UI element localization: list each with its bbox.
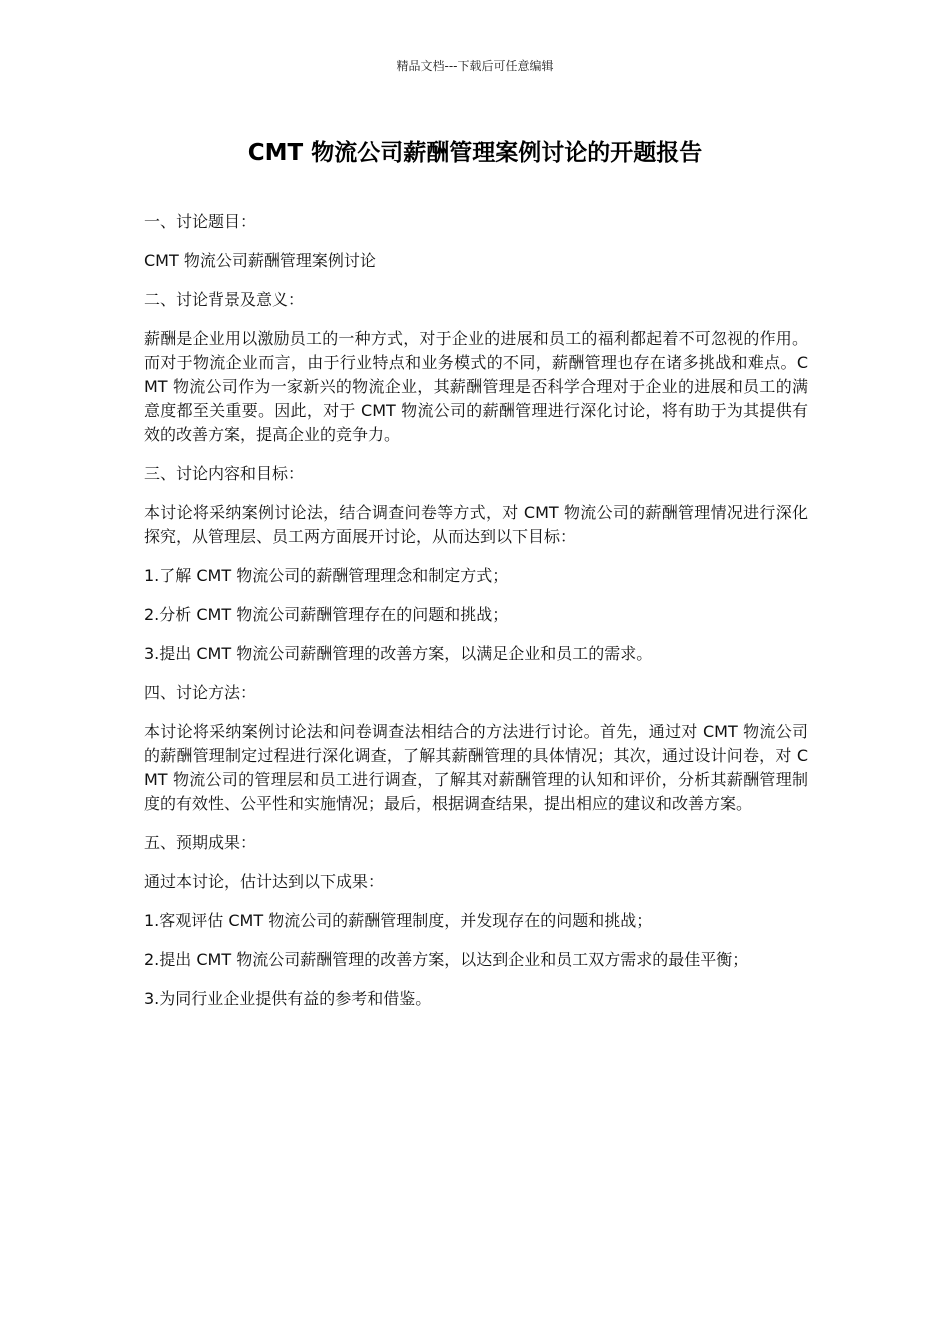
running-header: 精品文档---下载后可任意编辑 (396, 59, 554, 73)
content-goals-paragraph: 本讨论将采纳案例讨论法，结合调查问卷等方式，对 CMT 物流公司的薪酬管理情况进行深化探究，从管理层、员工两方面展开讨论，从而达到以下目标： (144, 503, 808, 546)
result-item-1: 1.客观评估 CMT 物流公司的薪酬管理制度，并发现存在的问题和挑战； (144, 911, 653, 930)
goal-item-1: 1.了解 CMT 物流公司的薪酬管理理念和制定方式； (144, 566, 509, 585)
section-heading-content-goals: 三、讨论内容和目标： (144, 464, 305, 483)
result-item-3: 3.为同行业企业提供有益的参考和借鉴。 (144, 989, 432, 1008)
background-paragraph: 薪酬是企业用以激励员工的一种方式，对于企业的进展和员工的福利都起着不可忽视的作用。而对于物流企业而言，由于行业特点和业务模式的不同，薪酬管理也存在诸多挑战和难点。CMT 物流公司作为一家新兴的物流企业，其薪酬管理是否科学合理对于企业的进展和员工的满意度都至关重要。因此，对于 CMT 物流公司的薪酬管理进行深化讨论，将有助于为其提供有效的改善方案，提高企业的竞争力。 (144, 329, 808, 444)
section-heading-method: 四、讨论方法： (144, 683, 257, 702)
document-body (144, 210, 808, 1026)
method-paragraph: 本讨论将采纳案例讨论法和问卷调查法相结合的方法进行讨论。首先，通过对 CMT 物流公司的薪酬管理制定过程进行深化调查，了解其薪酬管理的具体情况；其次，通过设计问卷，对 CMT 物流公司的管理层和员工进行调查，了解其对薪酬管理的认知和评价，分析其薪酬管理制度的有效性、公平性和实施情况；最后，根据调查结果，提出相应的建议和改善方案。 (144, 722, 808, 813)
expected-results-intro: 通过本讨论，估计达到以下成果： (144, 872, 385, 891)
topic-text: CMT 物流公司薪酬管理案例讨论 (144, 251, 376, 270)
section-heading-expected-results: 五、预期成果： (144, 833, 257, 852)
goal-item-3: 3.提出 CMT 物流公司薪酬管理的改善方案，以满足企业和员工的需求。 (144, 644, 653, 663)
document-title: CMT 物流公司薪酬管理案例讨论的开题报告 (247, 140, 703, 166)
goal-item-2: 2.分析 CMT 物流公司薪酬管理存在的问题和挑战； (144, 605, 509, 624)
result-item-2: 2.提出 CMT 物流公司薪酬管理的改善方案，以达到企业和员工双方需求的最佳平衡； (144, 950, 749, 969)
section-heading-background: 二、讨论背景及意义： (144, 290, 305, 309)
section-heading-topic: 一、讨论题目： (144, 212, 257, 231)
